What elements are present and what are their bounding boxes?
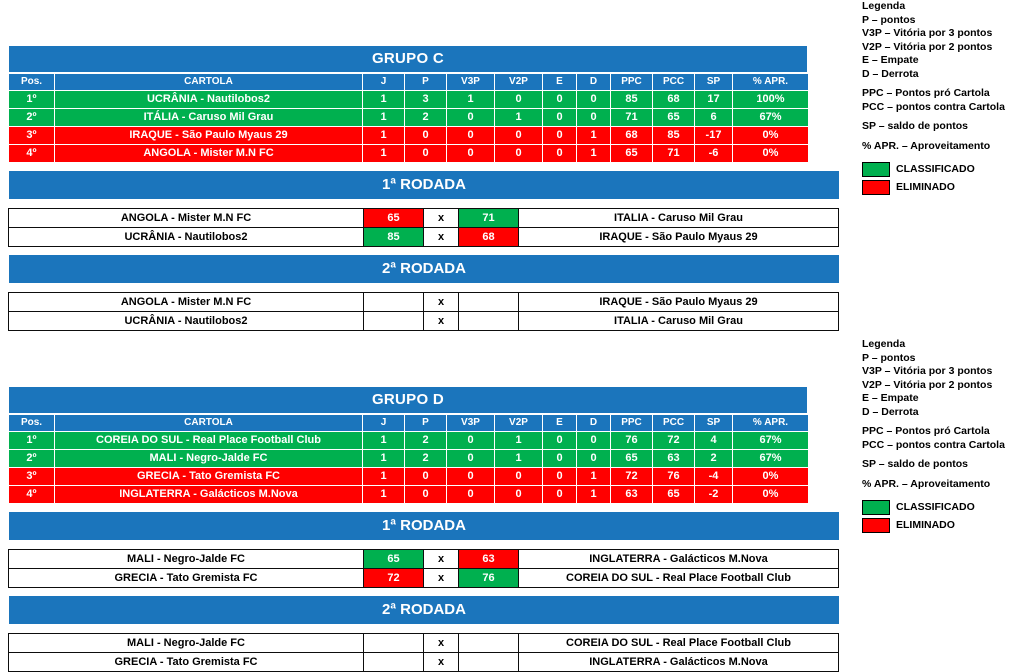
cell-apr: 0%: [733, 145, 809, 163]
cell-pos: 4º: [9, 145, 55, 163]
col-pcc: PCC: [653, 74, 695, 91]
table-row: [9, 450, 809, 468]
legend-title: Legenda: [862, 338, 906, 350]
cell-e: 0: [543, 486, 577, 504]
match-away-team: COREIA DO SUL - Real Place Football Club: [519, 634, 839, 653]
cell-v2p: 0: [495, 145, 543, 163]
cell-v3p: 1: [447, 91, 495, 109]
qualified-color-swatch: [862, 500, 890, 515]
col-e: E: [543, 74, 577, 91]
match-x-separator: x: [424, 569, 459, 588]
match-away-team: INGLATERRA - Galácticos M.Nova: [519, 550, 839, 569]
cell-j: 1: [363, 468, 405, 486]
cell-d: 1: [577, 486, 611, 504]
cell-d: 0: [577, 91, 611, 109]
cell-d: 0: [577, 432, 611, 450]
cell-apr: 0%: [733, 127, 809, 145]
match-home-team: ANGOLA - Mister M.N FC: [9, 293, 364, 312]
legend-line-pcc: PCC – pontos contra Cartola: [862, 100, 1005, 113]
cell-d: 0: [577, 450, 611, 468]
group-d-round-2-banner: 2ª RODADA: [8, 595, 840, 625]
cell-apr: 67%: [733, 109, 809, 127]
match-away-team: IRAQUE - São Paulo Myaus 29: [519, 228, 839, 247]
cell-ppc: 68: [611, 127, 653, 145]
col-ppc: PPC: [611, 415, 653, 432]
table-row: [9, 145, 809, 163]
cell-v2p: 1: [495, 450, 543, 468]
table-row: [9, 91, 809, 109]
col-d: D: [577, 415, 611, 432]
match-away-team: ITALIA - Caruso Mil Grau: [519, 209, 839, 228]
col-d: D: [577, 74, 611, 91]
match-row: [9, 569, 839, 588]
match-away-team: COREIA DO SUL - Real Place Football Club: [519, 569, 839, 588]
legend-qualified-row: [862, 162, 1022, 177]
cell-pos: 1º: [9, 432, 55, 450]
table-header-row: [9, 415, 809, 432]
cell-pcc: 71: [653, 145, 695, 163]
match-home-team: ANGOLA - Mister M.N FC: [9, 209, 364, 228]
cell-ppc: 65: [611, 145, 653, 163]
col-pos: Pos.: [9, 74, 55, 91]
cell-apr: 67%: [733, 432, 809, 450]
legend-line-sp: SP – saldo de pontos: [862, 120, 968, 132]
cell-v2p: 0: [495, 486, 543, 504]
legend-qualified-label: CLASSIFICADO: [896, 500, 975, 513]
legend-line-p: P – pontos: [862, 13, 916, 26]
table-row: [9, 432, 809, 450]
match-x-separator: x: [424, 550, 459, 569]
legend-title: Legenda: [862, 0, 906, 12]
match-home-team: MALI - Negro-Jalde FC: [9, 634, 364, 653]
cell-j: 1: [363, 450, 405, 468]
match-x-separator: x: [424, 228, 459, 247]
cell-sp: -4: [695, 468, 733, 486]
legend-qualified-label: CLASSIFICADO: [896, 162, 975, 175]
cell-sp: 6: [695, 109, 733, 127]
legend-line-e: E – Empate: [862, 54, 919, 66]
col-sp: SP: [695, 74, 733, 91]
group-d-block: [8, 386, 808, 504]
match-x-separator: x: [424, 312, 459, 331]
cell-p: 0: [405, 145, 447, 163]
cell-p: 3: [405, 91, 447, 109]
col-cartola: CARTOLA: [55, 74, 363, 91]
cell-j: 1: [363, 486, 405, 504]
cell-p: 2: [405, 109, 447, 127]
cell-pcc: 72: [653, 432, 695, 450]
col-apr: % APR.: [733, 415, 809, 432]
legend-bottom: [862, 338, 1022, 533]
cell-v3p: 0: [447, 486, 495, 504]
cell-v2p: 0: [495, 468, 543, 486]
match-home-score: [364, 312, 424, 331]
legend-qualified-row: [862, 500, 1022, 515]
col-cartola: CARTOLA: [55, 415, 363, 432]
legend-line-e: E – Empate: [862, 392, 919, 404]
cell-sp: 2: [695, 450, 733, 468]
col-p: P: [405, 74, 447, 91]
group-d-round-1-banner: 1ª RODADA: [8, 511, 840, 541]
legend-eliminated-label: ELIMINADO: [896, 180, 955, 193]
cell-p: 0: [405, 468, 447, 486]
col-pcc: PCC: [653, 415, 695, 432]
cell-d: 1: [577, 468, 611, 486]
match-away-score: 68: [459, 228, 519, 247]
cell-v2p: 0: [495, 127, 543, 145]
cell-j: 1: [363, 109, 405, 127]
cell-sp: 4: [695, 432, 733, 450]
match-away-score: 71: [459, 209, 519, 228]
cell-pcc: 65: [653, 109, 695, 127]
match-x-separator: x: [424, 634, 459, 653]
col-sp: SP: [695, 415, 733, 432]
cell-p: 2: [405, 450, 447, 468]
match-row: [9, 312, 839, 331]
legend-top: [862, 0, 1022, 195]
cell-apr: 0%: [733, 468, 809, 486]
cell-cartola: GRECIA - Tato Gremista FC: [55, 468, 363, 486]
match-home-team: GRECIA - Tato Gremista FC: [9, 569, 364, 588]
group-d-title: GRUPO D: [8, 386, 808, 414]
match-home-team: MALI - Negro-Jalde FC: [9, 550, 364, 569]
cell-ppc: 63: [611, 486, 653, 504]
cell-e: 0: [543, 145, 577, 163]
cell-e: 0: [543, 91, 577, 109]
cell-sp: -2: [695, 486, 733, 504]
group-d-standings-table: [8, 414, 809, 504]
cell-j: 1: [363, 432, 405, 450]
cell-sp: -17: [695, 127, 733, 145]
legend-eliminated-label: ELIMINADO: [896, 518, 955, 531]
match-home-score: [364, 634, 424, 653]
cell-pcc: 76: [653, 468, 695, 486]
cell-ppc: 76: [611, 432, 653, 450]
cell-p: 0: [405, 127, 447, 145]
cell-cartola: MALI - Negro-Jalde FC: [55, 450, 363, 468]
match-away-team: IRAQUE - São Paulo Myaus 29: [519, 293, 839, 312]
cell-v2p: 1: [495, 109, 543, 127]
cell-cartola: INGLATERRA - Galácticos M.Nova: [55, 486, 363, 504]
legend-line-ppc: PPC – Pontos pró Cartola: [862, 87, 990, 99]
cell-ppc: 65: [611, 450, 653, 468]
legend-line-v2p: V2P – Vitória por 2 pontos: [862, 40, 993, 53]
cell-e: 0: [543, 109, 577, 127]
group-c-round-1-matches: [8, 208, 839, 247]
match-away-team: ITALIA - Caruso Mil Grau: [519, 312, 839, 331]
col-j: J: [363, 415, 405, 432]
cell-ppc: 72: [611, 468, 653, 486]
cell-cartola: ITÁLIA - Caruso Mil Grau: [55, 109, 363, 127]
match-home-team: UCRÂNIA - Nautilobos2: [9, 312, 364, 331]
table-row: [9, 109, 809, 127]
legend-line-p: P – pontos: [862, 351, 916, 364]
cell-cartola: UCRÂNIA - Nautilobos2: [55, 91, 363, 109]
match-away-score: [459, 634, 519, 653]
cell-v3p: 0: [447, 432, 495, 450]
cell-apr: 100%: [733, 91, 809, 109]
match-row: [9, 228, 839, 247]
cell-apr: 67%: [733, 450, 809, 468]
legend-spacer: [862, 491, 1022, 497]
cell-v3p: 0: [447, 450, 495, 468]
legend-line-ppc: PPC – Pontos pró Cartola: [862, 425, 990, 437]
match-away-score: [459, 312, 519, 331]
legend-line-pcc: PCC – pontos contra Cartola: [862, 438, 1005, 451]
cell-p: 0: [405, 486, 447, 504]
cell-ppc: 71: [611, 109, 653, 127]
cell-d: 1: [577, 127, 611, 145]
legend-line-d: D – Derrota: [862, 405, 919, 418]
col-v3p: V3P: [447, 415, 495, 432]
match-row: [9, 293, 839, 312]
group-c-block: [8, 45, 808, 163]
eliminated-color-swatch: [862, 518, 890, 533]
cell-pos: 1º: [9, 91, 55, 109]
legend-line-v2p: V2P – Vitória por 2 pontos: [862, 378, 993, 391]
legend-spacer: [862, 153, 1022, 159]
match-away-score: 76: [459, 569, 519, 588]
cell-v3p: 0: [447, 145, 495, 163]
cell-pcc: 85: [653, 127, 695, 145]
table-header-row: [9, 74, 809, 91]
col-p: P: [405, 415, 447, 432]
cell-pcc: 63: [653, 450, 695, 468]
match-away-score: [459, 293, 519, 312]
match-away-team: INGLATERRA - Galácticos M.Nova: [519, 653, 839, 672]
qualified-color-swatch: [862, 162, 890, 177]
cell-cartola: IRAQUE - São Paulo Myaus 29: [55, 127, 363, 145]
group-c-standings-table: [8, 73, 809, 163]
match-x-separator: x: [424, 209, 459, 228]
cell-d: 1: [577, 145, 611, 163]
cell-e: 0: [543, 127, 577, 145]
group-c-title: GRUPO C: [8, 45, 808, 73]
match-home-score: [364, 293, 424, 312]
cell-p: 2: [405, 432, 447, 450]
cell-apr: 0%: [733, 486, 809, 504]
eliminated-color-swatch: [862, 180, 890, 195]
legend-eliminated-row: [862, 180, 1022, 195]
cell-v2p: 0: [495, 91, 543, 109]
table-row: [9, 468, 809, 486]
col-v2p: V2P: [495, 74, 543, 91]
col-v2p: V2P: [495, 415, 543, 432]
cell-pos: 2º: [9, 450, 55, 468]
cell-sp: 17: [695, 91, 733, 109]
match-row: [9, 550, 839, 569]
match-row: [9, 634, 839, 653]
group-d-round-1-matches: [8, 549, 839, 588]
match-home-score: 72: [364, 569, 424, 588]
col-apr: % APR.: [733, 74, 809, 91]
col-j: J: [363, 74, 405, 91]
table-row: [9, 486, 809, 504]
match-home-score: 65: [364, 209, 424, 228]
group-c-round-1-banner: 1ª RODADA: [8, 170, 840, 200]
legend-eliminated-row: [862, 518, 1022, 533]
match-home-team: GRECIA - Tato Gremista FC: [9, 653, 364, 672]
cell-pos: 3º: [9, 468, 55, 486]
cell-v3p: 0: [447, 109, 495, 127]
cell-pos: 3º: [9, 127, 55, 145]
cell-j: 1: [363, 91, 405, 109]
cell-v3p: 0: [447, 468, 495, 486]
group-c-round-2-banner: 2ª RODADA: [8, 254, 840, 284]
match-home-score: 65: [364, 550, 424, 569]
match-x-separator: x: [424, 293, 459, 312]
cell-pos: 2º: [9, 109, 55, 127]
cell-e: 0: [543, 432, 577, 450]
cell-j: 1: [363, 127, 405, 145]
cell-cartola: ANGOLA - Mister M.N FC: [55, 145, 363, 163]
match-away-score: 63: [459, 550, 519, 569]
legend-line-apr: % APR. – Aproveitamento: [862, 477, 991, 490]
legend-line-v3p: V3P – Vitória por 3 pontos: [862, 27, 993, 39]
match-x-separator: x: [424, 653, 459, 672]
col-pos: Pos.: [9, 415, 55, 432]
cell-v3p: 0: [447, 127, 495, 145]
match-row: [9, 209, 839, 228]
group-c-round-2-matches: [8, 292, 839, 331]
cell-pcc: 68: [653, 91, 695, 109]
cell-d: 0: [577, 109, 611, 127]
table-row: [9, 127, 809, 145]
cell-pcc: 65: [653, 486, 695, 504]
cell-pos: 4º: [9, 486, 55, 504]
col-ppc: PPC: [611, 74, 653, 91]
match-home-team: UCRÂNIA - Nautilobos2: [9, 228, 364, 247]
cell-v2p: 1: [495, 432, 543, 450]
legend-line-d: D – Derrota: [862, 67, 919, 80]
cell-cartola: COREIA DO SUL - Real Place Football Club: [55, 432, 363, 450]
cell-e: 0: [543, 450, 577, 468]
legend-line-v3p: V3P – Vitória por 3 pontos: [862, 365, 993, 377]
cell-sp: -6: [695, 145, 733, 163]
legend-line-apr: % APR. – Aproveitamento: [862, 139, 991, 152]
legend-line-sp: SP – saldo de pontos: [862, 458, 968, 470]
col-v3p: V3P: [447, 74, 495, 91]
col-e: E: [543, 415, 577, 432]
match-home-score: 85: [364, 228, 424, 247]
cell-e: 0: [543, 468, 577, 486]
cell-j: 1: [363, 145, 405, 163]
cell-ppc: 85: [611, 91, 653, 109]
group-d-round-2-matches: [8, 633, 839, 672]
